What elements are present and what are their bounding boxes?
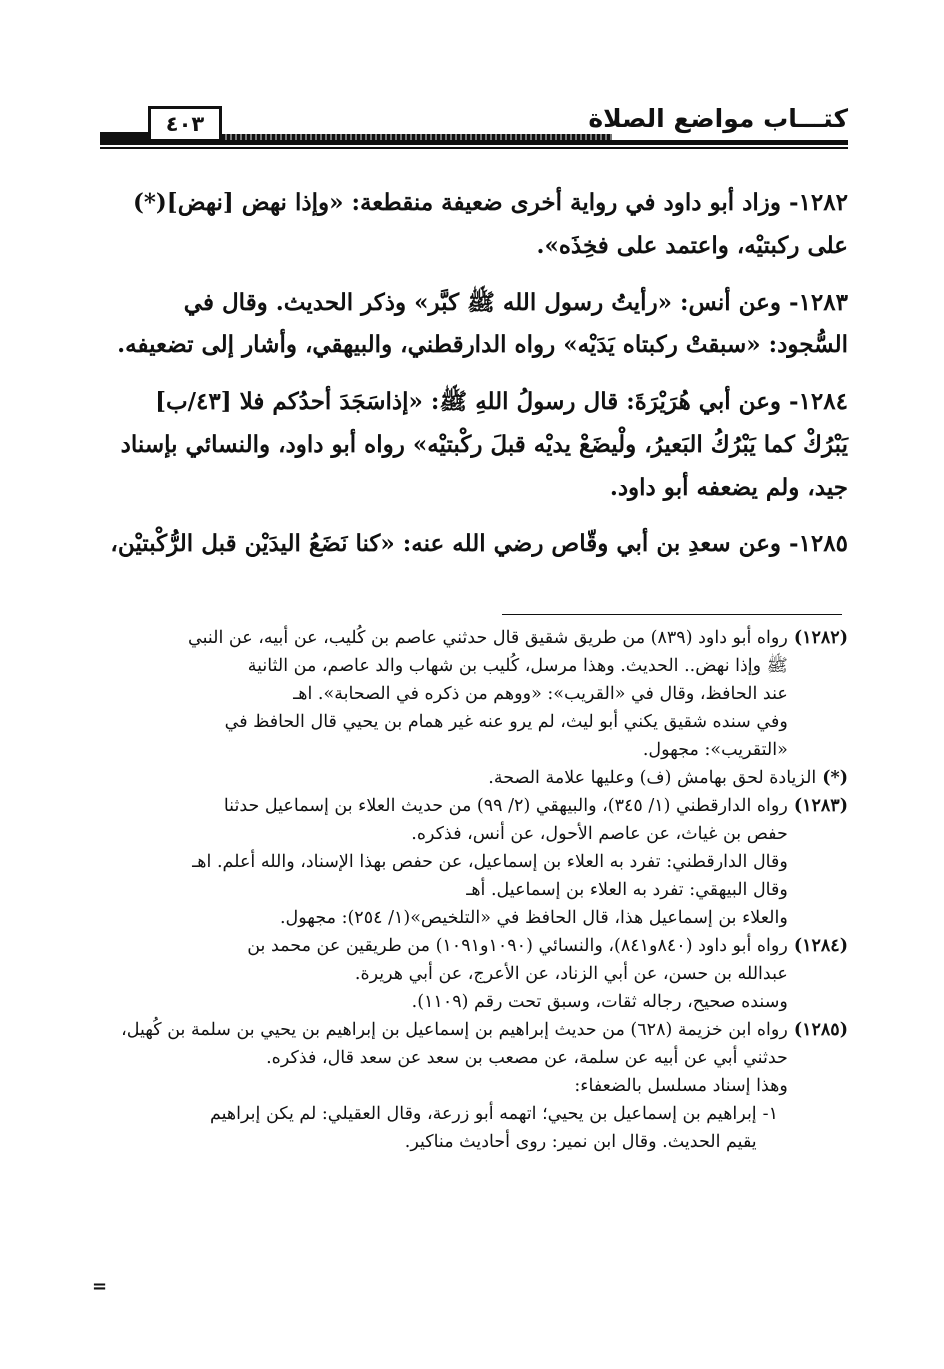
- sub-item-number: ١-: [762, 1104, 778, 1124]
- footnote-line: رواه أبو داود (٨٤٠و٨٤١)، والنسائي (١٠٩٠و١٠٩١) من طريقين عن محمد بن: [247, 936, 788, 956]
- footnote-number: (١٢٨٥): [793, 1020, 848, 1040]
- hadith-1282: [100, 182, 848, 268]
- hadith-1285: [100, 523, 848, 566]
- continuation-mark: =: [92, 1276, 108, 1297]
- text-line: يَبْرُكْ كما يَبْرُكُ البَعيرُ، ولْيضَعْ يديْه قبلَ ركْبتيْه» رواه أبو داود، والنسائي بإسناد: [120, 430, 848, 458]
- footnote-1283: [100, 792, 848, 932]
- footnote-line: إبراهيم بن إسماعيل بن يحيي؛ اتهمه أبو زرعة، وقال العقيلي: لم يكن إبراهيم: [209, 1104, 757, 1124]
- footnote-line: عبدالله بن حسن، عن أبي الزناد، عن الأعرج، عن أبي هريرة.: [354, 964, 788, 984]
- footnote-line: وفي سنده شقيق يكني أبو ليث، لم يرو عنه غير همام بن يحيي قال الحافظ في: [224, 712, 788, 732]
- hadith-1284: [100, 381, 848, 509]
- book-title: كتـــاب مواضع الصلاة: [588, 104, 848, 133]
- footnote-line: وسنده صحيح، رجاله ثقات، وسبق تحت رقم (١١٠٩).: [411, 992, 788, 1012]
- page-header: [100, 104, 848, 148]
- text-line: جيد، ولم يضعفه أبو داود.: [609, 473, 848, 501]
- footnote-number: (*): [822, 768, 848, 788]
- footnote-line: «التقريب»: مجهول.: [642, 740, 788, 760]
- main-text: [100, 182, 848, 580]
- footnote-line: عند الحافظ، وقال في «القريب»: «ووهم من ذكره في الصحابة». اهـ: [293, 684, 788, 704]
- footnote-line: رواه ابن خزيمة (٦٢٨) من حديث إبراهيم بن إسماعيل بن إبراهيم بن يحيي بن سلمة بن كُهيل،: [121, 1020, 788, 1040]
- footnote-line: وقال البيهقي: تفرد به العلاء بن إسماعيل. أهـ: [466, 880, 788, 900]
- header-rule-thick: [100, 140, 848, 145]
- footnote-line: يقيم الحديث. وقال ابن نمير: روى أحاديث مناكير.: [404, 1132, 757, 1152]
- footnote-number: (١٢٨٤): [793, 936, 848, 956]
- footnote-line: حدثني أبي عن أبيه عن سلمة، عن مصعب بن سعد عن سعد قال، فذكره.: [266, 1048, 788, 1068]
- footnote-line: رواه أبو داود (٨٣٩) من طريق شقيق قال حدثني عاصم بن كُليب، عن أبيه، عن النبي: [188, 628, 788, 648]
- footnotes: [100, 624, 848, 1156]
- footnote-number: (١٢٨٢): [793, 628, 848, 648]
- header-rule-thin: [100, 147, 848, 149]
- text-line: ١٢٨٤- وعن أبي هُرَيْرَةَ: قال رسولُ اللهِ ﷺ: «إذاسَجَدَ أحدُكم فلا [٤٣/ب]: [155, 388, 848, 416]
- footnote-separator: [502, 614, 842, 615]
- footnote-line: الزيادة لحق بهامش (ف) وعليها علامة الصحة.: [488, 768, 817, 788]
- text-line: السُّجود: «سبقتْ ركبتاه يَدَيْه» رواه الدارقطني، والبيهقي، وأشار إلى تضعيفه.: [117, 331, 848, 359]
- text-line: على ركبتيْه، واعتمد على فخِذَه».: [536, 231, 848, 259]
- text-line: ١٢٨٥- وعن سعدِ بن أبي وقّاص رضي الله عنه: «كنا نَضَعُ اليدَيْن قبل الرُّكْبتيْن،: [110, 530, 848, 558]
- footnote-line: وهذا إسناد مسلسل بالضعفاء:: [574, 1076, 788, 1096]
- footnote-number: (١٢٨٣): [793, 796, 848, 816]
- footnote-1284: [100, 932, 848, 1016]
- footnote-line: حفص بن غياث، عن عاصم الأحول، عن أنس، فذكره.: [411, 824, 788, 844]
- footnote-1282: [100, 624, 848, 764]
- hadith-1283: [100, 282, 848, 368]
- footnote-asterisk: [100, 764, 848, 792]
- footnote-line: ﷺ وإذا نهض.. الحديث. وهذا مرسل، كُليب بن شهاب والد عاصم، من الثانية: [247, 656, 788, 676]
- footnote-line: رواه الدارقطني (١/ ٣٤٥)، والبيهقي (٢/ ٩٩) من حديث العلاء بن إسماعيل حدثنا: [223, 796, 788, 816]
- header-rule-left: [100, 132, 148, 140]
- text-line: ١٢٨٣- وعن أنس: «رأيتُ رسول الله ﷺ كبَّر» وذكر الحديث. وقال في: [183, 288, 848, 316]
- footnote-sub-item-1: [100, 1100, 848, 1156]
- page-number: ٤٠٣: [148, 106, 222, 142]
- text-line: ١٢٨٢- وزاد أبو داود في رواية أخرى ضعيفة منقطعة: «وإذا نهض [نهض](*): [133, 189, 848, 216]
- footnote-line: وقال الدارقطني: تفرد به العلاء بن إسماعيل، عن حفص بهذا الإسناد، والله أعلم. اهـ: [192, 852, 788, 872]
- footnote-1285: [100, 1016, 848, 1100]
- footnote-line: والعلاء بن إسماعيل هذا، قال الحافظ في «التلخيص»(١/ ٢٥٤): مجهول.: [279, 908, 788, 928]
